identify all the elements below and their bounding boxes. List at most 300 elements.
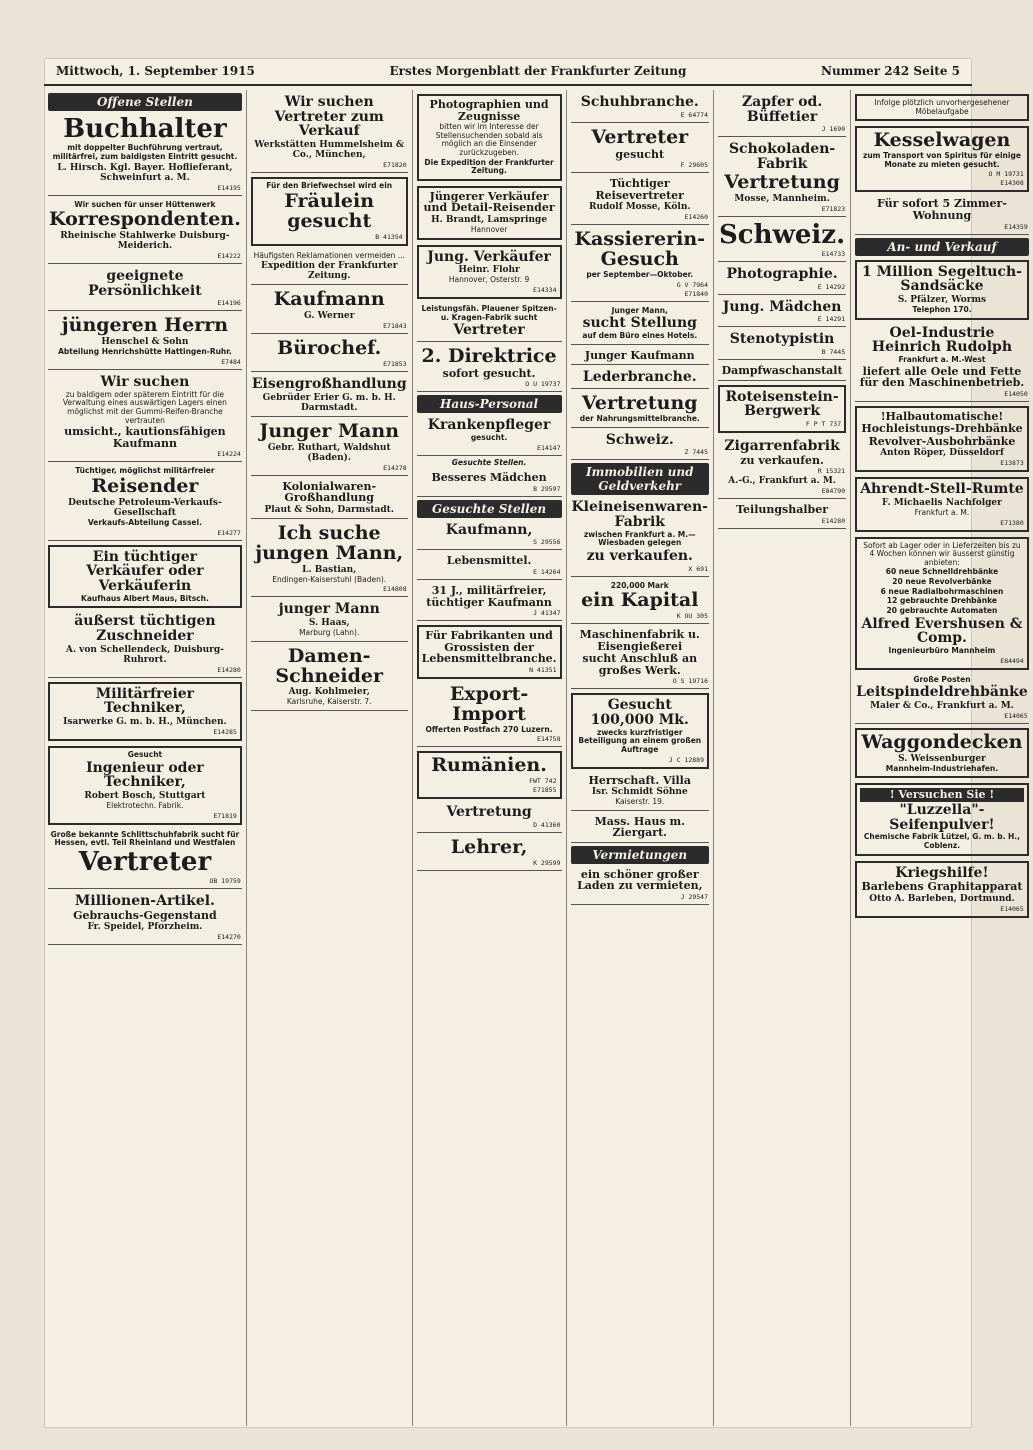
- issue-date: Mittwoch, 1. September 1915: [56, 64, 255, 78]
- ad-headline: ein schöner großer Laden zu vermieten,: [577, 867, 703, 893]
- ad-headline: Schweiz.: [719, 219, 846, 250]
- ad-subline: Marburg (Lahn).: [299, 627, 360, 637]
- ad-ref: OB 19759: [209, 877, 241, 886]
- ad-kriegshilfe: [855, 861, 1029, 918]
- ad-headline: Maschinenfabrik u. Eisengießerei: [579, 628, 700, 653]
- ad-ref: Z 7445: [684, 448, 708, 457]
- ad-item: 60 neue Schnelldrehbänke: [885, 567, 999, 577]
- ad-headline: Lederbranche.: [582, 369, 697, 386]
- ad-signature: Henschel & Sohn: [101, 337, 189, 348]
- ad-headline: sucht Stellung: [582, 315, 697, 332]
- ad-subline: Verkaufs-Abteilung Cassel.: [87, 517, 202, 527]
- ad-signature: S. Weissenburger: [898, 753, 986, 764]
- ad-ref: O S 19716: [672, 677, 708, 686]
- ad-headline: Krankenpfleger: [427, 417, 551, 434]
- ad-jung-maedchen: [718, 298, 846, 328]
- ad-headline: Waggondecken: [861, 730, 1023, 753]
- ad-signature: Mosse, Mannheim.: [734, 193, 830, 204]
- ad-ref: G V 7964: [676, 280, 708, 289]
- ad-headline: Besseres Mädchen: [431, 471, 547, 485]
- columns: [44, 90, 1028, 1426]
- ad-headline: 31 J., militärfreier, tüchtiger Kaufmann: [426, 584, 552, 609]
- ad-ref: K 29599: [533, 858, 561, 867]
- ad-intro: Gesucht: [127, 749, 163, 759]
- ad-zuschneider: [48, 612, 242, 677]
- ad-headline: Lebensmittel.: [446, 554, 532, 568]
- ad-militaerfreier-kaufmann: [417, 583, 562, 621]
- ad-signature: S. Haas,: [308, 617, 350, 628]
- ad-ref: F P T 737: [805, 419, 842, 428]
- ad-ref: E14285: [213, 727, 237, 736]
- ad-signature: Aug. Kohlmeier,: [288, 687, 370, 698]
- ad-signature: Gebrüder Erier G. m. b. H. Darmstadt.: [262, 392, 396, 413]
- ad-subline: 220,000 Mark: [610, 580, 669, 590]
- ad-headline: Wir suchen Vertreter zum Verkauf: [274, 94, 384, 140]
- ad-signature: Anton Röper, Düsseldorf: [880, 448, 1004, 459]
- ad-evershusen: [855, 537, 1029, 670]
- ad-drehbaenke: [855, 406, 1029, 473]
- ad-headline: Fräulein gesucht: [284, 189, 375, 232]
- ad-intro: Sofort ab Lager oder in Lieferzeiten bis zu 4 Wochen können wir äusserst günstig anbieten:: [863, 540, 1021, 567]
- ad-export-import: [417, 683, 562, 748]
- ad-headline: !Halbautomatische!: [880, 409, 1004, 423]
- ad-intro: Große bekannte Schlittschuhfabrik sucht für Hessen, evtl. Teil Rheinland und Westfalen: [50, 829, 240, 848]
- ad-headline-2: Gebrauchs-Gegenstand: [73, 908, 217, 922]
- ad-ref: E14222: [217, 252, 241, 261]
- ad-ref: FWT 742: [529, 777, 557, 786]
- ad-ahrendt: [855, 477, 1029, 531]
- ad-headline: Korrespondenten.: [49, 208, 241, 231]
- ad-junger-mann-hotel: [571, 305, 709, 345]
- ad-item: 20 neue Revolverbänke: [892, 577, 992, 587]
- ad-headline: Oel-Industrie Heinrich Rudolph: [871, 324, 1013, 356]
- ad-villa: [571, 773, 709, 811]
- ad-subline: gesucht: [615, 147, 665, 161]
- ad-ref: E 14291: [817, 315, 846, 324]
- ad-headline: Für sofort 5 Zimmer-Wohnung: [877, 197, 1007, 222]
- ad-headline: Photographie.: [726, 265, 838, 282]
- ad-subline: zwischen Frankfurt a. M.—Wiesbaden gelegen: [583, 529, 696, 548]
- ad-reisevertreter: [571, 176, 709, 225]
- ad-fraeulein: [251, 177, 408, 246]
- ad-signature: G. Werner: [303, 311, 355, 322]
- ad-headline-2: "Luzzella"-Seifenpulver!: [889, 802, 995, 833]
- ad-headline: Junger Kaufmann: [584, 348, 695, 362]
- ad-ref: S 29556: [533, 538, 561, 547]
- ad-buchhalter: [48, 114, 242, 196]
- ad-roteisenstein: [718, 385, 846, 433]
- ad-ref: E14733: [821, 249, 846, 258]
- ad-headline: Jung. Verkäufer: [427, 248, 551, 265]
- ad-headline-2: sucht Anschluß an großes Werk.: [582, 652, 698, 677]
- ad-headline: Ein tüchtiger Verkäufer oder Verkäuferin: [86, 548, 204, 594]
- ad-ref: E14280: [821, 516, 846, 525]
- ad-headline-3: Revolver-Ausbohrbänke: [868, 434, 1016, 448]
- ad-headline: Schokoladen-Fabrik: [728, 141, 836, 173]
- ad-signature: Kaufhaus Albert Maus, Bitsch.: [81, 593, 209, 603]
- ad-vertretung-nahrung: [571, 392, 709, 428]
- ad-headline: Kassiererin-Gesuch: [574, 228, 706, 271]
- column-2: [246, 90, 412, 1426]
- ad-photographien: [417, 94, 562, 181]
- ad-ref: E7484: [221, 358, 241, 367]
- ad-lederbranche: [571, 368, 709, 389]
- ad-lehrer: [417, 836, 562, 871]
- ad-subline: auf dem Büro eines Hotels.: [582, 331, 698, 341]
- ad-ref: R 15321: [817, 467, 846, 476]
- ad-ref: E71820: [383, 161, 407, 170]
- ad-ref-2: E71855: [533, 786, 557, 795]
- ad-ref: O M 19731: [988, 170, 1024, 179]
- ad-kaufmann: [251, 288, 408, 334]
- ad-teilungshalber: [718, 502, 846, 529]
- ad-ref: B 7445: [821, 348, 846, 357]
- ad-signature: Rudolf Mosse, Köln.: [588, 202, 691, 213]
- ad-stenotypistin: [718, 330, 846, 360]
- ad-rumaenien: [417, 751, 562, 799]
- ad-ich-suche: [251, 522, 408, 598]
- section-header: An- und Verkauf: [855, 238, 1029, 256]
- ad-signature: Werkstätten Hummelsheim & Co., München,: [254, 140, 405, 161]
- ad-headline: Zigarrenfabrik: [724, 437, 840, 454]
- ad-text: bitten wir im Interesse der Stellensuchenden sobald als möglich an die Einsender zurückzugeben.: [435, 122, 543, 157]
- ad-intro: Für den Briefwechsel wird ein: [266, 181, 393, 191]
- ad-headline: Große Posten: [913, 674, 971, 684]
- column-6: [850, 90, 1033, 1426]
- ad-signature: Plaut & Sohn, Darmstadt.: [264, 504, 394, 515]
- ad-headline: Ich suche jungen Mann,: [255, 521, 404, 564]
- ad-headline-2: zu verkaufen.: [740, 453, 824, 467]
- ad-signature: Heinr. Flohr: [458, 265, 520, 276]
- ad-ref: E 14292: [817, 282, 846, 291]
- ad-oel-industrie: [855, 324, 1029, 402]
- ad-signature: Robert Bosch, Stuttgart: [84, 790, 206, 801]
- ad-fabrikanten: [417, 625, 562, 679]
- ad-ref: E14808: [383, 585, 407, 594]
- ad-ref: E14280: [217, 665, 241, 674]
- ad-subline: Karlsruhe, Kaiserstr. 7.: [286, 697, 372, 707]
- ad-schweiz: [571, 431, 709, 461]
- ad-kapital: [571, 580, 709, 625]
- ad-laden: [571, 867, 709, 905]
- ad-ref: E14334: [533, 285, 557, 294]
- column-1: [44, 90, 246, 1426]
- ad-signature: L. Bastian,: [302, 564, 357, 575]
- ad-ref-2: E71840: [684, 289, 708, 298]
- ad-ref: F 29605: [680, 161, 708, 170]
- column-4: [566, 90, 713, 1426]
- ad-krankenpfleger: [417, 416, 562, 455]
- ad-signature: Expedition der Frankfurter Zeitung.: [260, 261, 398, 282]
- ad-headline-2: Vertretung: [724, 170, 840, 193]
- ad-ref: K OU 305: [676, 612, 708, 621]
- ad-subline: Elektrotechn. Fabrik.: [106, 800, 184, 810]
- ad-ref: E14277: [217, 528, 241, 537]
- ad-headline: Dampfwaschanstalt: [721, 364, 843, 378]
- paper-title: Erstes Morgenblatt der Frankfurter Zeitung: [389, 64, 687, 78]
- ad-subline: Frankfurt a. M.: [914, 507, 970, 517]
- ad-plauener: [417, 303, 562, 342]
- ad-headline: Eisengroßhandlung: [251, 376, 407, 393]
- ad-headline: Bürochef.: [277, 337, 382, 360]
- ad-subline: Offerten Postfach 270 Luzern.: [425, 724, 553, 734]
- section-header: Vermietungen: [571, 846, 709, 864]
- ad-besseres-maedchen: [417, 470, 562, 497]
- ad-intro: Tüchtiger, möglichst militärfreier: [75, 466, 215, 476]
- ad-direktrice: [417, 345, 562, 392]
- ad-headline: Kriegshilfe!: [895, 864, 989, 881]
- ad-techniker: [48, 682, 242, 741]
- ad-signature: Fr. Speidel, Pforzheim.: [87, 922, 203, 933]
- ad-ref: E14147: [537, 443, 561, 452]
- ad-headline: Militärfreier Techniker,: [95, 685, 195, 717]
- ad-headline: Rumänien.: [431, 754, 547, 777]
- section-header: Haus-Personal: [417, 395, 562, 413]
- ad-junger-mann: [251, 420, 408, 476]
- ad-lebensmittel: [417, 553, 562, 580]
- ad-headline: Kleineisenwaren-Fabrik: [571, 499, 708, 530]
- ad-ref: E14278: [383, 463, 407, 472]
- ad-subline: der Nahrungsmittelbranche.: [579, 413, 700, 423]
- ad-kassiererin: [571, 228, 709, 302]
- ad-headline: Vertreter: [453, 322, 525, 339]
- ad-kesselwagen: [855, 126, 1029, 192]
- ad-photographie: [718, 265, 846, 295]
- ad-ref: E14065: [1004, 711, 1028, 720]
- ad-subline: zwecks kurzfristiger Beteiligung an einem großen Auftrage: [578, 727, 702, 754]
- ad-headline: junger Mann: [278, 601, 380, 618]
- ad-subline: gesucht.: [470, 432, 508, 442]
- ad-intro: Wir suchen für unser Hüttenwerk: [74, 199, 216, 209]
- ad-headline: Alfred Evershusen & Comp.: [861, 615, 1023, 647]
- ad-headline-2: Hochleistungs-Drehbänke: [861, 422, 1023, 436]
- ad-signature: Deutsche Petroleum-Verkaufs-Gesellschaft: [68, 497, 222, 518]
- ad-ref: E14359: [1004, 222, 1028, 231]
- ad-millionen-artikel: [48, 892, 242, 945]
- ad-ref: B 41354: [375, 232, 403, 241]
- ad-signature: L. Hirsch. Kgl. Bayer. Hoflieferant, Schweinfurt a. M.: [57, 162, 233, 183]
- ad-eisengrosshandlung: [251, 375, 408, 417]
- ad-mass-haus: [571, 814, 709, 843]
- ad-headline-2: zu verkaufen.: [586, 547, 693, 564]
- ad-persoenlichkeit: [48, 267, 242, 311]
- ad-damenschneider: [251, 645, 408, 712]
- ad-headline: Mass. Haus m. Ziergart.: [594, 814, 685, 840]
- ad-ref: J 29547: [680, 892, 708, 901]
- ad-headline: Schweiz.: [605, 431, 674, 448]
- ad-headline: Vertreter: [78, 846, 212, 877]
- ad-headline: Photographien und Zeugnisse: [429, 98, 549, 123]
- ad-luzzella: [855, 783, 1029, 855]
- ad-buerochef: [251, 337, 408, 372]
- ad-headline-2: Leitspindeldrehbänke: [856, 684, 1028, 701]
- ad-jung-verkaeufer: [417, 245, 562, 299]
- ad-headline: Tüchtiger Reisevertreter: [595, 177, 684, 202]
- ad-text: Infolge plötzlich unvorhergesehener Möbelaufgabe: [874, 98, 1010, 116]
- ad-headline: Ahrendt-Stell-Rumte: [860, 481, 1024, 498]
- column-3: [412, 90, 566, 1426]
- ad-kleineisenwaren: [571, 498, 709, 576]
- ad-headline-2: umsicht., kautionsfähigen Kaufmann: [64, 425, 226, 450]
- ad-headline: Junger Mann: [259, 419, 400, 442]
- ad-item: 6 neue Radialbohrmaschinen: [880, 586, 1004, 596]
- ad-reisender: [48, 465, 242, 540]
- ad-signature: F. Michaelis Nachfolger: [882, 497, 1002, 508]
- ad-ref: B 29597: [533, 484, 561, 493]
- ad-headline: Damen-Schneider: [275, 644, 384, 687]
- ad-headline: Gesucht 100,000 Mk.: [590, 697, 689, 728]
- ad-ref: E13873: [1000, 459, 1024, 468]
- ad-juengeren-herrn: [48, 314, 242, 370]
- section-header: Gesuchte Stellen: [417, 500, 562, 518]
- ad-headline: äußerst tüchtigen Zuschneider: [74, 613, 216, 644]
- ad-ref: E14270: [217, 933, 241, 942]
- ad-ref: E84494: [1000, 656, 1024, 665]
- ad-junger-kaufmann: [571, 348, 709, 366]
- ad-headline: Kaufmann: [273, 288, 385, 311]
- ad-item: 20 gebrauchte Automaten: [886, 605, 998, 615]
- ad-signature: Gebr. Ruthart, Waldshut (Baden).: [267, 442, 391, 463]
- ad-gesucht-100000: [571, 693, 709, 768]
- ad-ref-2: E14308: [1000, 179, 1024, 188]
- ad-headline: Reisender: [91, 474, 199, 497]
- ad-headline: Schuhbranche.: [580, 94, 699, 110]
- ad-headline: Buchhalter: [63, 114, 227, 144]
- ad-subline: Kaiserstr. 19.: [615, 797, 665, 807]
- ad-headline: Stenotypistin: [729, 331, 835, 348]
- ad-dampfwaschanstalt: [718, 363, 846, 381]
- section-label: Gesuchte Stellen.: [451, 457, 527, 467]
- ad-zigarrenfabrik: [718, 437, 846, 499]
- ad-ref: E14195: [217, 183, 241, 192]
- ad-schuhbranche: [571, 93, 709, 123]
- ad-headline: Kolonialwaren-Großhandlung: [282, 479, 377, 505]
- ad-ref: E 64774: [680, 110, 708, 119]
- ad-verkaeufer: [48, 545, 242, 609]
- ad-ref-2: E84790: [821, 487, 846, 496]
- ad-headline: Export-Import: [449, 682, 529, 725]
- ad-subline: Mannheim-Industriehafen.: [885, 763, 999, 773]
- ad-kaufmann-gesucht: [417, 521, 562, 551]
- ad-ref: E71823: [821, 204, 846, 213]
- ad-headline: Teilungshalber: [736, 503, 829, 517]
- ad-ref: E14260: [684, 213, 708, 222]
- ad-headline: 1 Million Segeltuch-Sandsäcke: [861, 263, 1022, 295]
- ad-schokoladen: [718, 140, 846, 216]
- ad-juengerer-verkaeufer: [417, 186, 562, 240]
- ad-ref: E 14264: [533, 568, 561, 577]
- ad-signature: Isr. Schmidt Söhne: [591, 787, 688, 798]
- ad-signature: Maier & Co., Frankfurt a. M.: [870, 700, 1014, 711]
- ad-subline: Endingen-Kaiserstuhl (Baden).: [272, 574, 387, 584]
- page-number: Nummer 242 Seite 5: [820, 64, 960, 78]
- ad-headline: Jüngerer Verkäufer und Detail-Reisender: [423, 189, 555, 215]
- ad-zapfer: [718, 93, 846, 137]
- ad-signature: S. Pfälzer, Worms: [897, 294, 987, 305]
- ad-subline: Hannover, Osterstr. 9: [448, 275, 530, 285]
- ad-headline: 2. Direktrice: [421, 344, 557, 367]
- ad-sandsaecke: [855, 260, 1029, 320]
- ad-headline: Vertreter: [591, 125, 689, 148]
- ad-kolonialwaren: [251, 479, 408, 519]
- ad-schlittschuhfabrik: [48, 829, 242, 890]
- ad-headline: Herrschaft. Villa: [588, 773, 691, 787]
- ad-text: zu baldigem oder späterem Eintritt für die Verwaltung eines auswärtigen Lagers einen möglichst mit der Gummi-Reifen-Branche vertrauten: [62, 389, 227, 425]
- ad-signature: Die Expedition der Frankfurter Zeitung.: [424, 157, 554, 176]
- ad-waggondecken: [855, 728, 1029, 779]
- ad-headline: ein Kapital: [581, 589, 699, 612]
- ad-headline: Für Fabrikanten und Grossisten der Lebensmittelbranche.: [421, 629, 557, 666]
- ad-text: liefert alle Oele und Fette für den Maschinenbetrieb.: [859, 364, 1025, 390]
- ad-moebelaufgabe: [855, 94, 1029, 121]
- ad-headline: Roteisenstein-Bergwerk: [725, 388, 839, 420]
- ad-ref: E14065: [1000, 904, 1024, 913]
- ad-reklamationen: [251, 250, 408, 286]
- ad-subline: Barlebens Graphitapparat: [861, 880, 1023, 894]
- newspaper-page: [44, 58, 1028, 1428]
- ad-headline-2: sofort gesucht.: [442, 366, 536, 380]
- ad-headline: ! Versuchen Sie !: [860, 788, 1024, 802]
- ad-signature: Chemische Fabrik Lützel, G. m. b. H., Coblenz.: [863, 832, 1021, 850]
- ad-signature: A. von Schellendeck, Duisburg-Ruhrort.: [65, 644, 224, 665]
- ad-vertreter: [571, 126, 709, 173]
- ad-subline: Telephon 170.: [912, 304, 972, 314]
- ad-ingenieur: [48, 746, 242, 825]
- ad-subline: Ingenieurbüro Mannheim: [888, 645, 996, 655]
- ad-intro: Junger Mann,: [611, 305, 668, 315]
- ad-ref: E71843: [383, 322, 407, 331]
- ad-ref: N 41351: [529, 665, 557, 674]
- ad-headline: Wir suchen: [100, 374, 190, 391]
- ad-junger-mann-2: [251, 600, 408, 641]
- ad-text: Leistungsfäh. Plauener Spitzen- u. Kragen-Fabrik sucht: [421, 303, 557, 322]
- ad-ref: E14196: [217, 299, 241, 308]
- ad-subline: per September—Oktober.: [586, 270, 694, 280]
- ad-text: mit doppelter Buchführung vertraut, militärfrei, zum baldigsten Eintritt gesucht.: [52, 143, 238, 161]
- ad-ref: E71853: [383, 360, 407, 369]
- ad-ref: E14758: [537, 735, 561, 744]
- ad-ref: O U 19737: [525, 380, 561, 389]
- ad-vertreter-verkauf: [251, 93, 408, 173]
- ad-leitspindel: [855, 674, 1029, 724]
- ad-headline: Vertretung: [446, 804, 532, 821]
- ad-headline: Jung. Mädchen: [722, 298, 842, 315]
- ad-ref: J 41347: [533, 609, 561, 618]
- ad-headline: geeignete Persönlichkeit: [88, 268, 202, 299]
- ad-headline: Ingenieur oder Techniker,: [86, 759, 204, 791]
- ad-headline: Zapfer od. Büffetier: [741, 94, 823, 125]
- section-header: Immobilien und Geldverkehr: [571, 463, 709, 495]
- column-5: [713, 90, 850, 1426]
- ad-headline: Lehrer,: [450, 835, 528, 858]
- ad-headline: Kaufmann,: [445, 521, 533, 538]
- ad-wohnung: [855, 196, 1029, 234]
- ad-vertretung: [417, 803, 562, 833]
- ad-schweiz-2: [718, 220, 846, 262]
- ad-maschinenfabrik: [571, 627, 709, 689]
- ad-headline: Kesselwagen: [873, 129, 1011, 152]
- ad-signature: Isarwerke G. m. b. H., München.: [63, 716, 227, 727]
- ad-kaufmann-lager: [48, 373, 242, 462]
- ad-ref: E71819: [213, 811, 237, 820]
- ad-ref: J C 12889: [668, 755, 704, 764]
- ad-headline: Millionen-Artikel.: [74, 893, 215, 910]
- ad-ref: E71380: [1000, 518, 1024, 527]
- ad-ref: X 691: [688, 564, 708, 573]
- ad-ref: D 41360: [533, 820, 561, 829]
- ad-headline: Vertretung: [581, 391, 698, 414]
- ad-item: 12 gebrauchte Drehbänke: [886, 596, 997, 606]
